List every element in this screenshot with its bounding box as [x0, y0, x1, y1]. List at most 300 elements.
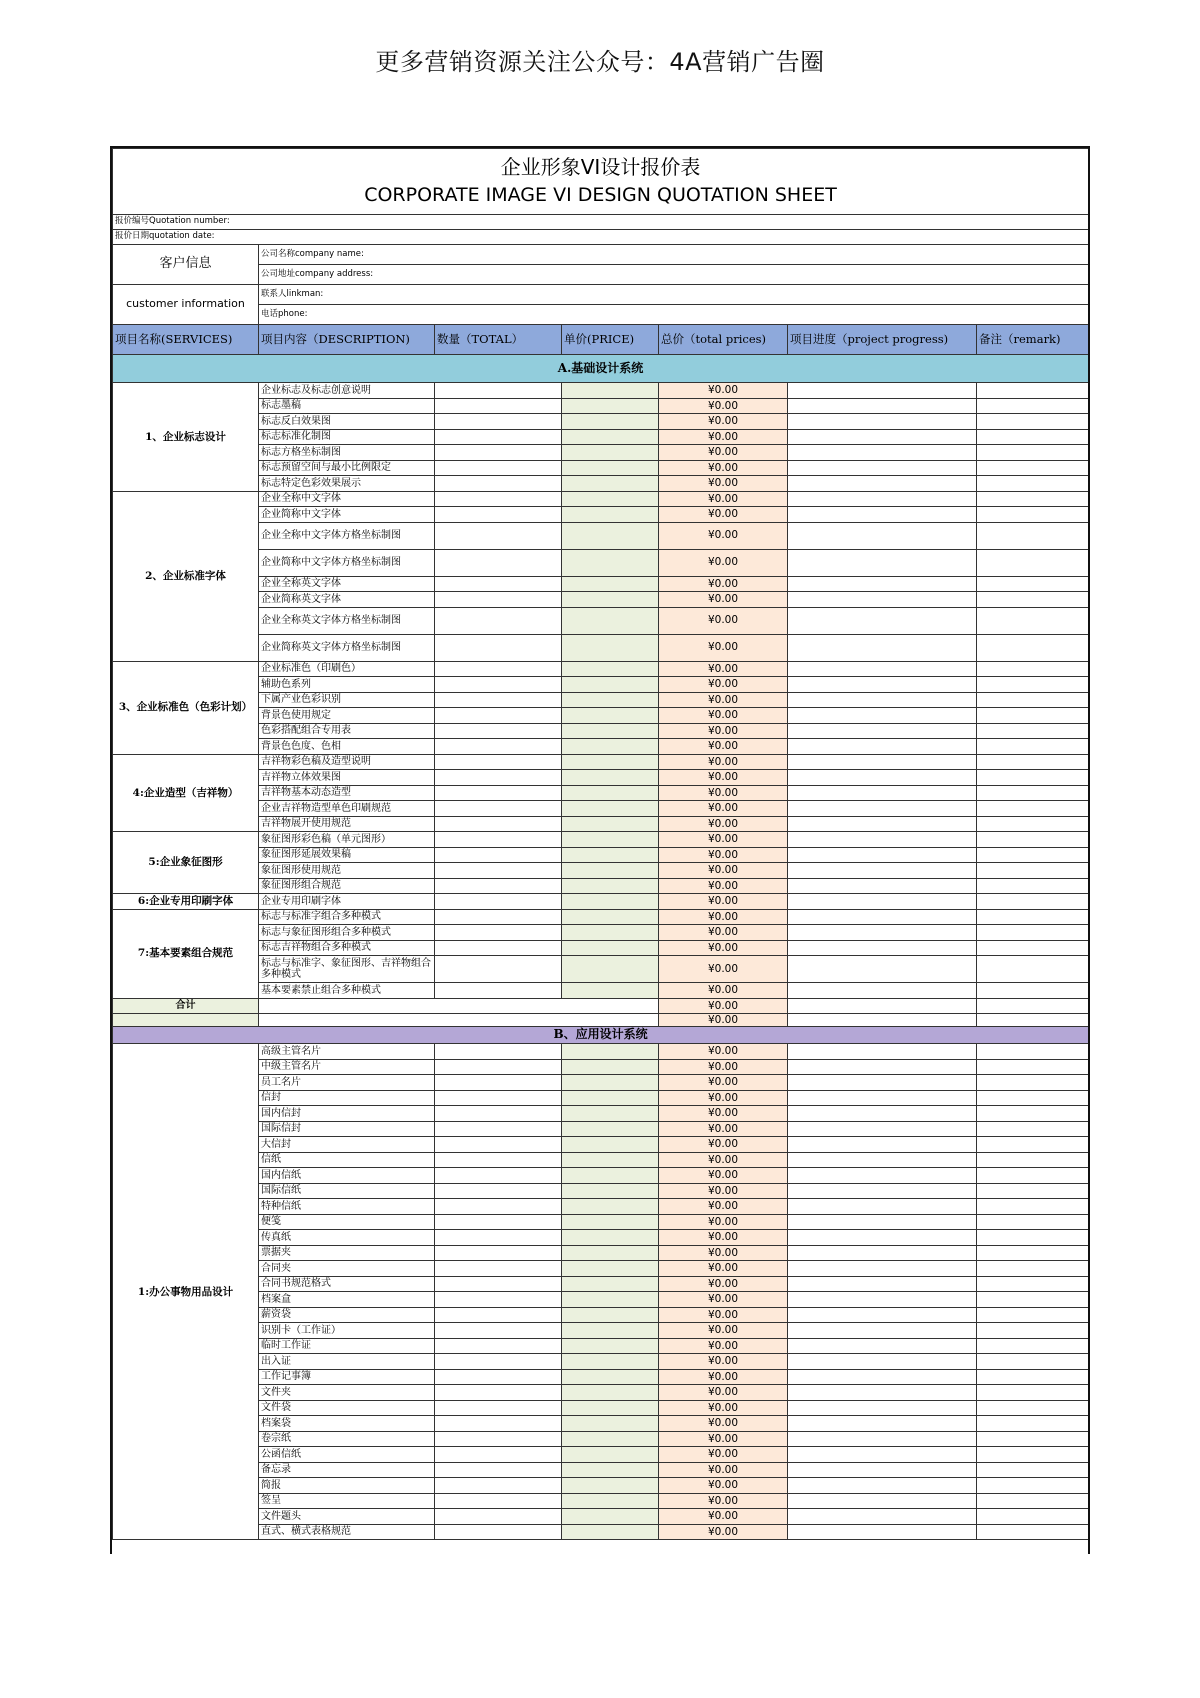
unit-price-cell[interactable] [562, 549, 659, 576]
progress-cell[interactable] [788, 739, 977, 755]
unit-price-cell[interactable] [562, 708, 659, 724]
progress-cell[interactable] [788, 770, 977, 786]
progress-cell[interactable] [788, 1354, 977, 1370]
unit-price-cell[interactable] [562, 739, 659, 755]
table-row [113, 634, 1089, 661]
remark-cell[interactable] [977, 1106, 1089, 1122]
remark-cell[interactable] [977, 1199, 1089, 1215]
quantity-cell[interactable] [435, 1245, 562, 1261]
unit-price-cell[interactable] [562, 1524, 659, 1540]
quantity-cell[interactable] [435, 607, 562, 634]
remark-cell[interactable] [977, 476, 1089, 492]
quantity-cell[interactable] [435, 429, 562, 445]
progress-cell[interactable] [788, 1323, 977, 1339]
progress-cell[interactable] [788, 445, 977, 461]
quantity-cell[interactable] [435, 1493, 562, 1509]
unit-price-cell[interactable] [562, 1447, 659, 1463]
quantity-cell[interactable] [435, 1121, 562, 1137]
remark-cell[interactable] [977, 1385, 1089, 1401]
quantity-cell[interactable] [435, 1044, 562, 1060]
remark-cell[interactable] [977, 956, 1089, 983]
progress-cell[interactable] [788, 1075, 977, 1091]
quantity-cell[interactable] [435, 414, 562, 430]
quotation-date-field[interactable]: 报价日期quotation date: [113, 230, 1089, 245]
item-description: 便笺 [259, 1214, 435, 1230]
progress-cell[interactable] [788, 1416, 977, 1432]
remark-cell[interactable] [977, 1214, 1089, 1230]
unit-price-cell[interactable] [562, 1400, 659, 1416]
remark-cell[interactable] [977, 832, 1089, 848]
progress-cell[interactable] [788, 592, 977, 608]
unit-price-cell[interactable] [562, 863, 659, 879]
remark-cell[interactable] [977, 998, 1089, 1014]
quantity-cell[interactable] [435, 522, 562, 549]
remark-cell[interactable] [977, 1261, 1089, 1277]
unit-price-cell[interactable] [562, 1214, 659, 1230]
progress-cell[interactable] [788, 429, 977, 445]
unit-price-cell[interactable] [562, 1338, 659, 1354]
progress-cell[interactable] [788, 1121, 977, 1137]
remark-cell[interactable] [977, 1137, 1089, 1153]
remark-cell[interactable] [977, 398, 1089, 414]
remark-cell[interactable] [977, 507, 1089, 523]
progress-cell[interactable] [788, 383, 977, 399]
unit-price-cell[interactable] [562, 576, 659, 592]
remark-cell[interactable] [977, 677, 1089, 693]
unit-price-cell[interactable] [562, 383, 659, 399]
unit-price-cell[interactable] [562, 1354, 659, 1370]
progress-cell[interactable] [788, 549, 977, 576]
quantity-cell[interactable] [435, 445, 562, 461]
remark-cell[interactable] [977, 847, 1089, 863]
item-description: 文件夹 [259, 1385, 435, 1401]
table-row [113, 1400, 1089, 1416]
quantity-cell[interactable] [435, 847, 562, 863]
progress-cell[interactable] [788, 1493, 977, 1509]
unit-price-cell[interactable] [562, 1230, 659, 1246]
progress-cell[interactable] [788, 816, 977, 832]
progress-cell[interactable] [788, 785, 977, 801]
remark-cell[interactable] [977, 1183, 1089, 1199]
progress-cell[interactable] [788, 1462, 977, 1478]
progress-cell[interactable] [788, 983, 977, 999]
progress-cell[interactable] [788, 878, 977, 894]
progress-cell[interactable] [788, 1509, 977, 1525]
unit-price-cell[interactable] [562, 847, 659, 863]
company-name-field[interactable]: 公司名称company name: [259, 245, 1089, 265]
quantity-cell[interactable] [435, 1183, 562, 1199]
progress-cell[interactable] [788, 1524, 977, 1540]
quantity-cell[interactable] [435, 956, 562, 983]
quantity-cell[interactable] [435, 878, 562, 894]
item-description: 识别卡（工作证） [259, 1323, 435, 1339]
progress-cell[interactable] [788, 1245, 977, 1261]
remark-cell[interactable] [977, 1044, 1089, 1060]
unit-price-cell[interactable] [562, 1462, 659, 1478]
progress-cell[interactable] [788, 956, 977, 983]
remark-cell[interactable] [977, 940, 1089, 956]
quantity-cell[interactable] [435, 1075, 562, 1091]
progress-cell[interactable] [788, 832, 977, 848]
unit-price-cell[interactable] [562, 894, 659, 910]
unit-price-cell[interactable] [562, 1168, 659, 1184]
unit-price-cell[interactable] [562, 983, 659, 999]
progress-cell[interactable] [788, 1307, 977, 1323]
quantity-cell[interactable] [435, 1431, 562, 1447]
quantity-cell[interactable] [435, 491, 562, 507]
progress-cell[interactable] [788, 507, 977, 523]
progress-cell[interactable] [788, 1214, 977, 1230]
quantity-cell[interactable] [435, 383, 562, 399]
unit-price-cell[interactable] [562, 832, 659, 848]
quantity-cell[interactable] [435, 1059, 562, 1075]
quantity-cell[interactable] [435, 832, 562, 848]
item-description: 传真纸 [259, 1230, 435, 1246]
quantity-cell[interactable] [435, 983, 562, 999]
remark-cell[interactable] [977, 925, 1089, 941]
unit-price-cell[interactable] [562, 1385, 659, 1401]
company-address-field[interactable]: 公司地址company address: [259, 265, 1089, 285]
remark-cell[interactable] [977, 1431, 1089, 1447]
unit-price-cell[interactable] [562, 1245, 659, 1261]
unit-price-cell[interactable] [562, 1276, 659, 1292]
unit-price-cell[interactable] [562, 1292, 659, 1308]
unit-price-cell[interactable] [562, 1323, 659, 1339]
remark-cell[interactable] [977, 770, 1089, 786]
remark-cell[interactable] [977, 1276, 1089, 1292]
unit-price-cell[interactable] [562, 1044, 659, 1060]
remark-cell[interactable] [977, 1493, 1089, 1509]
unit-price-cell[interactable] [562, 1307, 659, 1323]
unit-price-cell[interactable] [562, 522, 659, 549]
quantity-cell[interactable] [435, 1462, 562, 1478]
unit-price-cell[interactable] [562, 1261, 659, 1277]
unit-price-cell[interactable] [562, 1509, 659, 1525]
quantity-cell[interactable] [435, 1385, 562, 1401]
item-description: 备忘录 [259, 1462, 435, 1478]
quantity-cell[interactable] [435, 909, 562, 925]
remark-cell[interactable] [977, 491, 1089, 507]
quantity-cell[interactable] [435, 708, 562, 724]
progress-cell[interactable] [788, 1137, 977, 1153]
unit-price-cell[interactable] [562, 816, 659, 832]
item-description: 大信封 [259, 1137, 435, 1153]
remark-cell[interactable] [977, 983, 1089, 999]
quantity-cell[interactable] [435, 739, 562, 755]
unit-price-cell[interactable] [562, 398, 659, 414]
quantity-cell[interactable] [435, 1478, 562, 1494]
quantity-cell[interactable] [435, 1400, 562, 1416]
unit-price-cell[interactable] [562, 429, 659, 445]
unit-price-cell[interactable] [562, 1121, 659, 1137]
quantity-cell[interactable] [435, 1168, 562, 1184]
quantity-cell[interactable] [435, 1261, 562, 1277]
quantity-cell[interactable] [435, 1307, 562, 1323]
progress-cell[interactable] [788, 576, 977, 592]
progress-cell[interactable] [788, 708, 977, 724]
progress-cell[interactable] [788, 607, 977, 634]
unit-price-cell[interactable] [562, 445, 659, 461]
quantity-cell[interactable] [435, 1199, 562, 1215]
remark-cell[interactable] [977, 1075, 1089, 1091]
remark-cell[interactable] [977, 1338, 1089, 1354]
quantity-cell[interactable] [435, 863, 562, 879]
progress-cell[interactable] [788, 1385, 977, 1401]
table-row [113, 692, 1089, 708]
unit-price-cell[interactable] [562, 476, 659, 492]
sheet-title-cn: 企业形象VI设计报价表 [113, 149, 1089, 182]
quantity-cell[interactable] [435, 1416, 562, 1432]
remark-cell[interactable] [977, 1416, 1089, 1432]
unit-price-cell[interactable] [562, 785, 659, 801]
quantity-cell[interactable] [435, 925, 562, 941]
quantity-cell[interactable] [435, 816, 562, 832]
progress-cell[interactable] [788, 1014, 977, 1027]
quantity-cell[interactable] [435, 1230, 562, 1246]
progress-cell[interactable] [788, 801, 977, 817]
progress-cell[interactable] [788, 1044, 977, 1060]
remark-cell[interactable] [977, 816, 1089, 832]
remark-cell[interactable] [977, 576, 1089, 592]
progress-cell[interactable] [788, 460, 977, 476]
unit-price-cell[interactable] [562, 1431, 659, 1447]
remark-cell[interactable] [977, 785, 1089, 801]
quantity-cell[interactable] [435, 692, 562, 708]
unit-price-cell[interactable] [562, 940, 659, 956]
unit-price-cell[interactable] [562, 661, 659, 677]
quantity-cell[interactable] [435, 801, 562, 817]
progress-cell[interactable] [788, 1059, 977, 1075]
remark-cell[interactable] [977, 1354, 1089, 1370]
remark-cell[interactable] [977, 1245, 1089, 1261]
progress-cell[interactable] [788, 1276, 977, 1292]
unit-price-cell[interactable] [562, 723, 659, 739]
remark-cell[interactable] [977, 1447, 1089, 1463]
remark-cell[interactable] [977, 894, 1089, 910]
quotation-number-field[interactable]: 报价编号Quotation number: [113, 215, 1089, 230]
remark-cell[interactable] [977, 445, 1089, 461]
progress-cell[interactable] [788, 692, 977, 708]
progress-cell[interactable] [788, 1400, 977, 1416]
unit-price-cell[interactable] [562, 1369, 659, 1385]
quantity-cell[interactable] [435, 1090, 562, 1106]
quantity-cell[interactable] [435, 754, 562, 770]
progress-cell[interactable] [788, 1369, 977, 1385]
linkman-field[interactable]: 联系人linkman: [259, 285, 1089, 305]
quantity-cell[interactable] [435, 1323, 562, 1339]
remark-cell[interactable] [977, 1369, 1089, 1385]
progress-cell[interactable] [788, 1199, 977, 1215]
remark-cell[interactable] [977, 801, 1089, 817]
quantity-cell[interactable] [435, 549, 562, 576]
unit-price-cell[interactable] [562, 956, 659, 983]
progress-cell[interactable] [788, 1230, 977, 1246]
unit-price-cell[interactable] [562, 1075, 659, 1091]
progress-cell[interactable] [788, 1431, 977, 1447]
quantity-cell[interactable] [435, 1152, 562, 1168]
progress-cell[interactable] [788, 1478, 977, 1494]
quantity-cell[interactable] [435, 1509, 562, 1525]
remark-cell[interactable] [977, 1059, 1089, 1075]
unit-price-cell[interactable] [562, 1493, 659, 1509]
progress-cell[interactable] [788, 894, 977, 910]
remark-cell[interactable] [977, 692, 1089, 708]
unit-price-cell[interactable] [562, 1183, 659, 1199]
quantity-cell[interactable] [435, 634, 562, 661]
unit-price-cell[interactable] [562, 491, 659, 507]
quantity-cell[interactable] [435, 1447, 562, 1463]
remark-cell[interactable] [977, 661, 1089, 677]
remark-cell[interactable] [977, 909, 1089, 925]
unit-price-cell[interactable] [562, 925, 659, 941]
table-row [113, 1431, 1089, 1447]
remark-cell[interactable] [977, 1230, 1089, 1246]
progress-cell[interactable] [788, 1168, 977, 1184]
progress-cell[interactable] [788, 677, 977, 693]
remark-cell[interactable] [977, 863, 1089, 879]
progress-cell[interactable] [788, 1338, 977, 1354]
table-row [113, 801, 1089, 817]
remark-cell[interactable] [977, 1478, 1089, 1494]
progress-cell[interactable] [788, 1447, 977, 1463]
remark-cell[interactable] [977, 1292, 1089, 1308]
remark-cell[interactable] [977, 1524, 1089, 1540]
progress-cell[interactable] [788, 1183, 977, 1199]
remark-cell[interactable] [977, 739, 1089, 755]
unit-price-cell[interactable] [562, 634, 659, 661]
remark-cell[interactable] [977, 414, 1089, 430]
remark-cell[interactable] [977, 878, 1089, 894]
unit-price-cell[interactable] [562, 909, 659, 925]
phone-field[interactable]: 电话phone: [259, 305, 1089, 325]
progress-cell[interactable] [788, 398, 977, 414]
remark-cell[interactable] [977, 522, 1089, 549]
unit-price-cell[interactable] [562, 1416, 659, 1432]
quantity-cell[interactable] [435, 592, 562, 608]
service-category: 4:企业造型（吉祥物） [113, 754, 259, 832]
unit-price-cell[interactable] [562, 1059, 659, 1075]
unit-price-cell[interactable] [562, 770, 659, 786]
progress-cell[interactable] [788, 925, 977, 941]
progress-cell[interactable] [788, 1152, 977, 1168]
unit-price-cell[interactable] [562, 801, 659, 817]
quantity-cell[interactable] [435, 1354, 562, 1370]
quantity-cell[interactable] [435, 1276, 562, 1292]
progress-cell[interactable] [788, 1292, 977, 1308]
quantity-cell[interactable] [435, 460, 562, 476]
quantity-cell[interactable] [435, 1338, 562, 1354]
progress-cell[interactable] [788, 754, 977, 770]
quantity-cell[interactable] [435, 1214, 562, 1230]
remark-cell[interactable] [977, 1168, 1089, 1184]
quantity-cell[interactable] [435, 576, 562, 592]
progress-cell[interactable] [788, 522, 977, 549]
remark-cell[interactable] [977, 1462, 1089, 1478]
remark-cell[interactable] [977, 634, 1089, 661]
progress-cell[interactable] [788, 723, 977, 739]
progress-cell[interactable] [788, 847, 977, 863]
progress-cell[interactable] [788, 634, 977, 661]
unit-price-cell[interactable] [562, 878, 659, 894]
quantity-cell[interactable] [435, 1292, 562, 1308]
quantity-cell[interactable] [435, 1369, 562, 1385]
unit-price-cell[interactable] [562, 1090, 659, 1106]
remark-cell[interactable] [977, 1152, 1089, 1168]
unit-price-cell[interactable] [562, 1478, 659, 1494]
remark-cell[interactable] [977, 708, 1089, 724]
quantity-cell[interactable] [435, 894, 562, 910]
quantity-cell[interactable] [435, 1137, 562, 1153]
progress-cell[interactable] [788, 491, 977, 507]
remark-cell[interactable] [977, 723, 1089, 739]
unit-price-cell[interactable] [562, 1199, 659, 1215]
quantity-cell[interactable] [435, 507, 562, 523]
progress-cell[interactable] [788, 909, 977, 925]
unit-price-cell[interactable] [562, 607, 659, 634]
unit-price-cell[interactable] [562, 677, 659, 693]
quantity-cell[interactable] [435, 723, 562, 739]
quantity-cell[interactable] [435, 940, 562, 956]
progress-cell[interactable] [788, 863, 977, 879]
remark-cell[interactable] [977, 1323, 1089, 1339]
unit-price-cell[interactable] [562, 754, 659, 770]
unit-price-cell[interactable] [562, 507, 659, 523]
quantity-cell[interactable] [435, 476, 562, 492]
progress-cell[interactable] [788, 1090, 977, 1106]
unit-price-cell[interactable] [562, 1106, 659, 1122]
progress-cell[interactable] [788, 1261, 977, 1277]
remark-cell[interactable] [977, 607, 1089, 634]
remark-cell[interactable] [977, 754, 1089, 770]
quantity-cell[interactable] [435, 770, 562, 786]
progress-cell[interactable] [788, 414, 977, 430]
remark-cell[interactable] [977, 1090, 1089, 1106]
remark-cell[interactable] [977, 429, 1089, 445]
table-row [113, 1369, 1089, 1385]
remark-cell[interactable] [977, 383, 1089, 399]
progress-cell[interactable] [788, 1106, 977, 1122]
progress-cell[interactable] [788, 476, 977, 492]
unit-price-cell[interactable] [562, 414, 659, 430]
quantity-cell[interactable] [435, 677, 562, 693]
item-description: 吉祥物基本动态造型 [259, 785, 435, 801]
remark-cell[interactable] [977, 549, 1089, 576]
unit-price-cell[interactable] [562, 692, 659, 708]
quantity-cell[interactable] [435, 1524, 562, 1540]
remark-cell[interactable] [977, 460, 1089, 476]
remark-cell[interactable] [977, 1014, 1089, 1027]
remark-cell[interactable] [977, 1121, 1089, 1137]
remark-cell[interactable] [977, 1307, 1089, 1323]
unit-price-cell[interactable] [562, 1137, 659, 1153]
item-description: 工作记事簿 [259, 1369, 435, 1385]
quantity-cell[interactable] [435, 785, 562, 801]
quantity-cell[interactable] [435, 1106, 562, 1122]
total-price-cell: ¥0.00 [659, 491, 788, 507]
progress-cell[interactable] [788, 998, 977, 1014]
remark-cell[interactable] [977, 1509, 1089, 1525]
progress-cell[interactable] [788, 661, 977, 677]
quantity-cell[interactable] [435, 661, 562, 677]
unit-price-cell[interactable] [562, 592, 659, 608]
progress-cell[interactable] [788, 940, 977, 956]
unit-price-cell[interactable] [562, 460, 659, 476]
remark-cell[interactable] [977, 592, 1089, 608]
remark-cell[interactable] [977, 1400, 1089, 1416]
item-description: 象征图形使用规范 [259, 863, 435, 879]
quantity-cell[interactable] [435, 398, 562, 414]
unit-price-cell[interactable] [562, 1152, 659, 1168]
